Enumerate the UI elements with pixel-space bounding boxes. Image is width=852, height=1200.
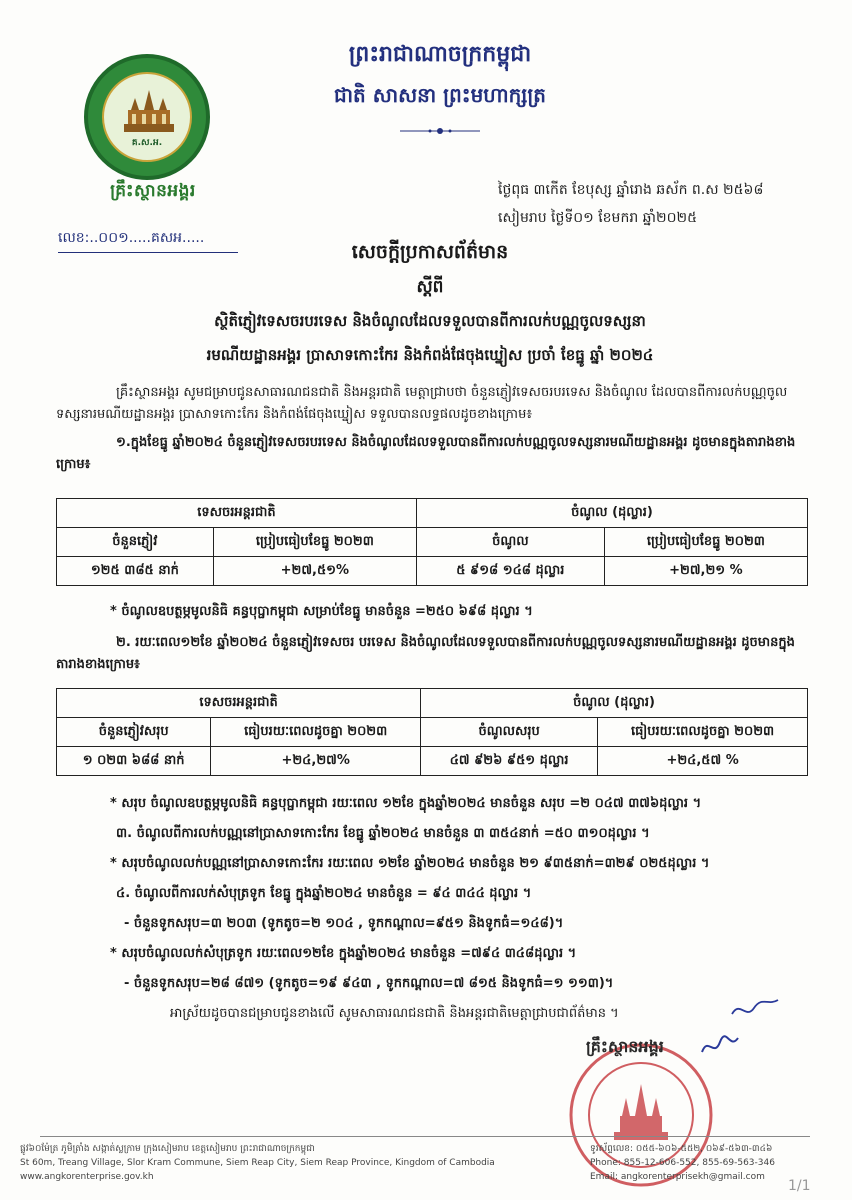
table-row — [57, 557, 808, 586]
table-group-header-row — [57, 499, 808, 528]
national-motto: ជាតិ សាសនា ព្រះមហាក្សត្រ — [334, 83, 546, 107]
intro-paragraph: គ្រឹះស្ថានអង្គរ សូមជម្រាបជូនសាធារណជនជាតិ និងអន្តរជាតិ មេត្តាជ្រាបថា ចំនួនភ្ញៀវទេសចរបរទេស និងចំណូល ដែលបានពីការលក់បណ្ណចូលទស្សនារមណីយដ្ឋានអង្គរ ប្រាសាទកោះកែរ និងកំពង់ផែចុងឃ្នៀស ទទួលបានលទ្ធផលដូចខាងក្រោម៖ — [56, 385, 788, 422]
logo-text: គ.ស.អ. — [131, 138, 163, 148]
signature-mark — [700, 1030, 740, 1060]
website-link[interactable]: www.angkorenterprise.gov.kh — [20, 1172, 154, 1182]
sub-header: ចំនួនភ្ញៀវ — [57, 528, 214, 557]
kingdom-heading: ព្រះរាជាណាចក្រកម្ពុជា — [348, 42, 532, 67]
section-4-boats-total: - ចំនួនទូកសរុប=២៨ ៨៧១ (ទូកតូច=១៩ ៩៤៣ , ទូកកណ្តាល=៧ ៨១៥ និងទូកធំ=១ ១១៣)។ — [124, 976, 614, 991]
footer-address — [20, 1142, 495, 1184]
group-header-tourists: ទេសចរអន្តរជាតិ — [57, 689, 421, 718]
section-4-boats: - ចំនួនទូកសរុប=៣ ២០៣ (ទូកតូច=២ ១០៤ , ទូកកណ្តាល=៩៥១ និងទូកធំ=១៤៨)។ — [124, 916, 564, 931]
table-cell: +២៧,២១ % — [604, 557, 807, 586]
initials-mark — [730, 996, 780, 1024]
section-2-table — [56, 688, 808, 776]
group-header-revenue: ចំណូល (ដុល្លារ) — [416, 499, 807, 528]
group-header-revenue: ចំណូល (ដុល្លារ) — [421, 689, 808, 718]
phone-khmer: ទូរស័ព្ទលេខ: ០៥៥-៦០៦-៥៥២, ០៦៩-៥៦៣-៣៤៦ — [590, 1144, 773, 1154]
section-1-heading: ១.ក្នុងខែធ្នូ ឆ្នាំ២០២៤ ចំនួនភ្ញៀវទេសចរបរទេស និងចំណូលដែលទទួលបានពីការលក់បណ្ណចូលទស្សនារមណីយដ្ឋានអង្គរ ដូចមានក្នុងតារាងខាងក្រោម៖ — [56, 435, 796, 472]
sub-header: ធៀបរយៈពេលដូចគ្នា ២០២៣ — [211, 718, 421, 747]
ornament-divider — [400, 124, 480, 138]
table-row — [57, 747, 808, 776]
document-about: ស្តីពី — [416, 277, 444, 297]
table-cell: +២៧,៥១% — [213, 557, 416, 586]
lunar-date: ថ្ងៃពុធ ៣កើត ខែបុស្ស ឆ្នាំរោង ឆស័ក ព.ស ២៥៦៨ — [498, 182, 764, 198]
closing-sentence: អាស្រ័យដូចបានជម្រាបជូនខាងលើ សូមសាធារណជនជាតិ និងអន្តរជាតិមេត្តាជ្រាបជាព័ត៌មាន ។ — [170, 1006, 619, 1021]
table-cell: ១ ០២៣ ៦៨៨ នាក់ — [57, 747, 211, 776]
section-2-note: * សរុប ចំណូលឧបត្ថម្ភមូលនិធិ គន្ធបុប្ផាកម្ពុជា រយៈពេល ១២ខែ ក្នុងឆ្នាំ២០២៤ មានចំនួន សរុប =២ ០៤៧ ៣៧៦ដុល្លារ ។ — [110, 796, 702, 811]
section-4-note: * សរុបចំណូលលក់សំបុត្រទូក រយៈពេល១២ខែ ក្នុងឆ្នាំ២០២៤ មានចំនួន =៧៩៤ ៣៤៨ដុល្លារ ។ — [110, 946, 577, 961]
section-1-note: * ចំណូលឧបត្ថម្ភមូលនិធិ គន្ធបុប្ផាកម្ពុជា សម្រាប់ខែធ្នូ មានចំនួន =២៥០ ៦៩៨ ដុល្លារ ។ — [110, 604, 533, 619]
table-sub-header-row — [57, 528, 808, 557]
page-number: 1/1 — [788, 1178, 811, 1194]
sub-header: ប្រៀបធៀបខែធ្នូ ២០២៣ — [604, 528, 807, 557]
section-2-heading: ២. រយៈពេល១២ខែ ឆ្នាំ២០២៤ ចំនួនភ្ញៀវទេសចរ បរទេស និងចំណូលដែលទទួលបានពីការលក់បណ្ណចូលទស្សនារមណីយដ្ឋានអង្គរ ដូចមានក្នុងតារាងខាងក្រោម៖ — [56, 635, 795, 672]
table-cell: +២៤,២៧% — [211, 747, 421, 776]
address-khmer: ផ្លូវ៦០ម៉ែត្រ ភូមិត្រាំង សង្កាត់ស្លក្រាម ក្រុងសៀមរាប ខេត្តសៀមរាប ព្រះរាជាណាចក្រកម្ពុជា — [20, 1144, 315, 1154]
phone-number: Phone: 855-12-606-552, 855-69-563-346 — [590, 1158, 775, 1168]
temple-icon — [122, 88, 176, 136]
solar-date: សៀមរាប ថ្ងៃទី០១ ខែមករា ឆ្នាំ២០២៥ — [498, 210, 698, 226]
section-3-note: * សរុបចំណូលលក់បណ្ណនៅប្រាសាទកោះកែរ រយៈពេល ១២ខែ ឆ្នាំ២០២៤ មានចំនួន ២១ ៩៣៥នាក់=៣២៩ ០២៥ដុល្លារ ។ — [110, 856, 710, 871]
footer-divider — [40, 1136, 810, 1137]
table-cell: ១២៥ ៣៨៥ នាក់ — [57, 557, 214, 586]
address-english: St 60m, Treang Village, Slor Kram Commune, Siem Reap City, Siem Reap Province, Kingdom of Cambodia — [20, 1158, 495, 1168]
subject-line-2: រមណីយដ្ឋានអង្គរ ប្រាសាទកោះកែរ និងកំពង់ផែចុងឃ្នៀស ប្រចាំ ខែធ្នូ ឆ្នាំ ២០២៤ — [206, 346, 654, 364]
table-group-header-row — [57, 689, 808, 718]
sub-header: ចំនួនភ្ញៀវសរុប — [57, 718, 211, 747]
section-1-table — [56, 498, 808, 586]
group-header-tourists: ទេសចរអន្តរជាតិ — [57, 499, 417, 528]
document-title: សេចក្តីប្រកាសព័ត៌មាន — [351, 241, 509, 263]
organization-name: គ្រឹះស្ថានអង្គរ — [110, 181, 196, 201]
table-cell: ៥ ៩១៨ ១៤៨ ដុល្លារ — [416, 557, 604, 586]
table-cell: ៤៧ ៩២៦ ៩៥១ ដុល្លារ — [421, 747, 598, 776]
reference-underline — [58, 252, 238, 253]
sub-header: ធៀបរយៈពេលដូចគ្នា ២០២៣ — [598, 718, 808, 747]
organization-logo — [84, 54, 210, 180]
section-3-line: ៣. ចំណូលពីការលក់បណ្ណនៅប្រាសាទកោះកែរ ខែធ្នូ ឆ្នាំ២០២៤ មានចំនួន ៣ ៣៥៤នាក់ =៥០ ៣១០ដុល្លារ ។ — [116, 826, 650, 841]
sub-header: ចំណូលសរុប — [421, 718, 598, 747]
signatory-organization: គ្រឹះស្ថានអង្គរ — [586, 1037, 664, 1056]
table-sub-header-row — [57, 718, 808, 747]
email-address[interactable]: Email: angkorenterprisekh@gmail.com — [590, 1172, 765, 1182]
section-4-line: ៤. ចំណូលពីការលក់សំបុត្រទូក ខែធ្នូ ក្នុងឆ្នាំ២០២៤ មានចំនួន = ៩៤ ៣៤៤ ដុល្លារ ។ — [116, 886, 532, 901]
footer-contact — [590, 1142, 775, 1184]
logo-emblem — [102, 72, 192, 162]
reference-number: លេខ:..០០១.....គសអ..... — [58, 230, 205, 246]
table-cell: +២៤,៥៧ % — [598, 747, 808, 776]
sub-header: ចំណូល — [416, 528, 604, 557]
sub-header: ប្រៀបធៀបខែធ្នូ ២០២៣ — [213, 528, 416, 557]
subject-line-1: ស្ថិតិភ្ញៀវទេសចរបរទេស និងចំណូលដែលទទួលបានពីការលក់បណ្ណចូលទស្សនា — [214, 312, 646, 330]
